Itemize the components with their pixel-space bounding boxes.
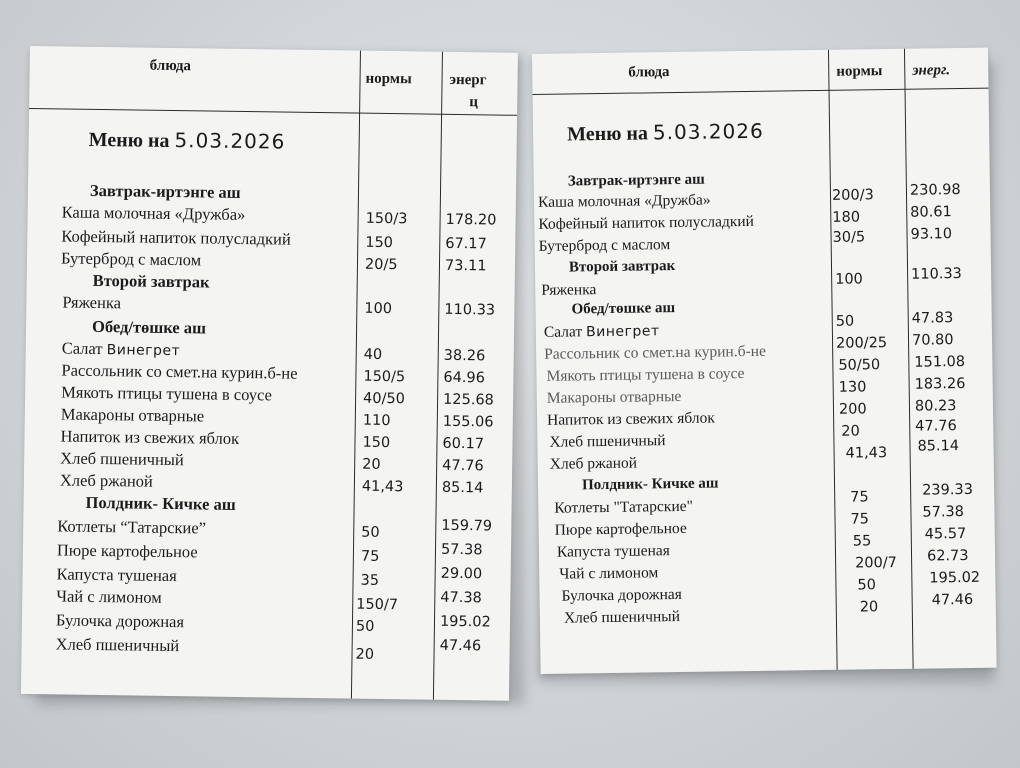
header-divider [533,88,989,95]
menu-item-name: Каша молочная «Дружба» [537,191,711,211]
menu-sheet-right [532,48,997,674]
menu-item-energy: 80.23 [914,398,957,415]
menu-title-prefix: Меню на [88,128,170,152]
menu-item-energy: 45.57 [924,525,967,543]
menu-item-energy: 85.14 [917,438,960,455]
menu-item-name: Хлеб ржаной [59,470,153,491]
menu-item-name: Рассольник со смет.на курин.б-не [61,360,298,383]
menu-item-norm: 20 [362,456,381,473]
section-breakfast: Завтрак-иртэнге аш [89,180,241,202]
menu-item-energy: 195.02 [439,613,491,631]
menu-item-energy: 29.00 [440,565,483,583]
menu-item-name: Пюре картофельное [554,519,687,539]
menu-item-norm: 200 [838,401,867,418]
menu-item-norm: 150 [365,234,394,252]
menu-item-name: Бутерброд с маслом [60,248,202,270]
menu-item-norm: 100 [364,300,393,318]
menu-item-energy: 57.38 [922,504,965,521]
section-lunch: Обед/төшке аш [571,300,676,318]
menu-item-name: Макароны отварные [546,387,682,407]
section-breakfast: Завтрак-иртэнге аш [567,171,705,190]
menu-item-norm: 50 [857,577,877,594]
menu-title [89,127,286,155]
header-energy: энерг [449,71,487,89]
menu-item-norm: 110 [362,412,391,430]
menu-item-label: Салат [61,338,103,359]
menu-item-energy: 85.14 [441,479,484,497]
menu-item-norm: 150 [362,434,391,452]
menu-item-name: Хлеб пшеничный [563,607,681,627]
menu-item-norm: 75 [850,489,869,506]
menu-title-prefix: Меню на [566,122,649,146]
menu-item-energy: 110.33 [444,301,496,319]
menu-item-name: Рассольник со смет.на курин.б-не [544,342,767,363]
menu-item-name: Чай с лимоном [559,564,659,583]
menu-item-name: Ряженка [541,281,597,299]
menu-item-energy: 47.76 [442,457,484,475]
menu-item-name: Ряженка [62,292,122,313]
menu-item-label: Салат [543,323,583,341]
menu-item-norm: 100 [835,271,863,288]
menu-date: 5.03.2026 [652,118,764,145]
section-second-breakfast: Второй завтрак [568,258,676,276]
header-divider [29,108,517,116]
menu-item-name: Напиток из свежих яблок [60,426,240,448]
menu-item-name: Бутерброд с маслом [538,236,671,255]
menu-item-norm: 50 [361,524,380,541]
menu-item-norm: 20 [859,599,879,616]
menu-item-energy: 230.98 [909,182,961,199]
header-norm: нормы [365,70,412,88]
menu-item-name [62,338,181,360]
menu-item-name: Капуста тушеная [56,564,177,586]
menu-item-norm: 150/7 [356,596,399,614]
menu-item-norm: 40/50 [362,390,406,408]
header-energy: энерг. [912,62,951,79]
menu-item-name: Хлеб пшеничный [60,448,184,470]
column-divider [828,50,838,670]
menu-item-norm: 30/5 [832,229,866,246]
menu-sheet-left [21,46,518,701]
menu-item-energy: 62.73 [926,547,969,565]
menu-item-norm: 130 [838,379,867,396]
menu-item-energy: 125.68 [442,391,494,409]
menu-item-name: Пюре картофельное [56,540,198,562]
menu-item-energy: 38.26 [443,347,486,365]
menu-item-energy: 57.38 [440,541,483,559]
menu-item-energy: 67.17 [445,235,487,253]
menu-item-energy: 73.11 [444,257,487,275]
menu-item-norm: 200/25 [835,335,888,352]
menu-item-norm: 75 [850,511,870,528]
menu-item-energy: 155.06 [442,413,494,431]
menu-item-name: Макароны отварные [60,404,205,426]
section-lunch: Обед/төшке аш [91,316,207,338]
menu-item-energy: 47.46 [931,591,974,609]
menu-item-name [544,322,660,342]
menu-item-norm: 75 [360,548,380,565]
menu-item-norm: 20/5 [364,256,398,274]
menu-item-energy: 93.10 [910,226,953,243]
menu-item-energy: 70.80 [911,332,954,349]
menu-item-norm: 20 [355,646,375,663]
menu-item-energy: 47.83 [911,310,954,327]
menu-item-name: Кофейный напиток полусладкий [538,212,755,233]
menu-item-name: Хлеб пшеничный [55,634,180,656]
menu-item-norm: 50 [355,618,375,635]
menu-item-energy: 60.17 [442,435,485,453]
menu-item-norm: 180 [832,209,861,226]
menu-item-norm: 150/3 [365,210,408,228]
menu-item-energy: 47.38 [440,589,482,607]
menu-item-name: Каша молочная «Дружба» [61,202,246,225]
menu-item-norm: 41,43 [845,445,888,462]
menu-item-name: Булочка дорожная [55,610,185,632]
menu-item-name: Чай с лимоном [56,586,162,607]
column-divider [904,49,914,669]
menu-item-name: Мякоть птицы тушена в соусе [61,382,273,405]
menu-item-energy: 110.33 [911,266,962,283]
header-dish: блюда [149,57,192,75]
menu-item-name: Хлеб пшеничный [549,432,666,451]
header-norm: нормы [836,63,883,80]
menu-item-energy: 159.79 [441,517,493,535]
menu-item-norm: 35 [360,572,380,589]
menu-item-energy: 64.96 [443,369,486,387]
menu-item-norm: 200/3 [831,187,874,204]
menu-item-energy: 47.46 [439,637,482,655]
menu-item-energy: 47.76 [915,418,957,435]
menu-item-name: Напиток из свежих яблок [546,409,715,429]
menu-item-norm: 40 [363,346,383,363]
menu-item-name: Мякоть птицы тушена в соусе [546,365,745,385]
menu-item-name: Котлеты "Татарские" [554,497,694,517]
handwritten-correction: Винегрет [106,342,181,360]
handwritten-correction: Винегрет [585,323,660,341]
menu-item-norm: 150/5 [363,368,406,386]
menu-item-energy: 239.33 [922,481,973,499]
menu-date: 5.03.2026 [174,128,286,154]
menu-item-energy: 178.20 [445,211,497,229]
header-energy-wrap: ц [469,94,479,111]
menu-item-energy: 195.02 [929,569,981,587]
menu-item-norm: 50 [835,313,855,330]
menu-item-norm: 55 [852,533,872,550]
menu-item-energy: 80.61 [910,204,952,221]
menu-item-norm: 41,43 [361,478,404,496]
section-snack: Полдник- Кичке аш [85,492,236,514]
header-dish: блюда [628,64,670,81]
menu-item-name: Капуста тушеная [556,542,670,561]
section-snack: Полдник- Кичке аш [581,475,719,494]
menu-item-norm: 50/50 [838,357,881,374]
section-second-breakfast: Второй завтрак [92,270,210,292]
menu-item-norm: 20 [841,423,860,440]
menu-item-name: Булочка дорожная [561,585,682,605]
menu-title [567,119,764,147]
menu-item-name: Хлеб ржаной [549,454,638,473]
menu-item-energy: 183.26 [914,375,966,393]
menu-item-name: Котлеты “Татарские” [57,516,207,538]
menu-item-energy: 151.08 [914,353,966,371]
menu-item-name: Кофейный напиток полусладкий [61,226,291,249]
menu-item-norm: 200/7 [855,554,898,572]
